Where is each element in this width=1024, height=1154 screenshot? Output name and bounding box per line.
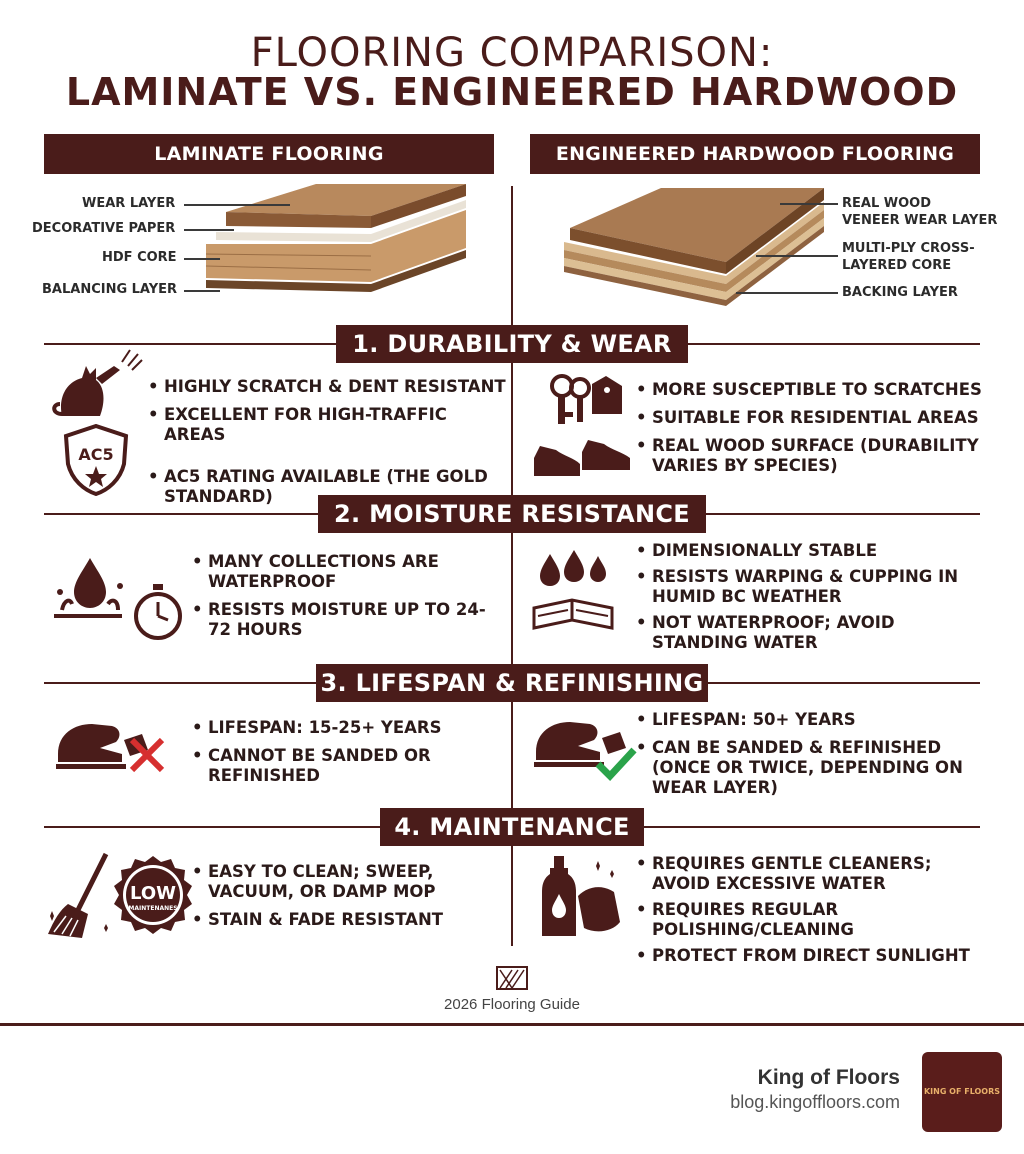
svg-text:LOW: LOW — [130, 883, 176, 904]
list-item: • REQUIRES REGULAR POLISHING/CLEANING — [636, 900, 986, 940]
list-item: • STAIN & FADE RESISTANT — [192, 910, 492, 930]
stopwatch-icon — [128, 580, 188, 642]
leader-line — [184, 258, 220, 260]
layer-label-backing: BACKING LAYER — [842, 285, 958, 300]
leader-line — [756, 255, 838, 257]
svg-text:AC5: AC5 — [78, 445, 114, 464]
layer-label-balancing: BALANCING LAYER — [42, 282, 178, 297]
column-header-hardwood: ENGINEERED HARDWOOD FLOORING — [530, 134, 980, 174]
list-item: • EXCELLENT FOR HIGH-TRAFFIC AREAS — [148, 405, 508, 445]
list-item: • LIFESPAN: 15-25+ YEARS — [192, 718, 492, 738]
leader-line — [736, 292, 838, 294]
leader-line — [184, 204, 290, 206]
cat-icon — [52, 348, 144, 420]
column-header-laminate: LAMINATE FLOORING — [44, 134, 494, 174]
water-drops-icon — [530, 548, 616, 636]
list-item: • REAL WOOD SURFACE (DURABILITY VARIES BY SPECIES) — [636, 436, 986, 476]
broom-icon — [44, 850, 116, 944]
ac5-shield-icon — [62, 424, 130, 496]
shoes-icon — [530, 438, 634, 482]
list-item: • EASY TO CLEAN; SWEEP, VACUUM, OR DAMP MOP — [192, 862, 492, 902]
section-header-durability: 1. DURABILITY & WEAR — [336, 325, 688, 363]
maintenance-hardwood-list — [636, 854, 986, 974]
layer-label-hdf: HDF CORE — [102, 250, 177, 265]
cross-icon — [128, 736, 166, 774]
svg-text:MAINTENANES: MAINTENANES — [128, 905, 178, 912]
layer-label-veneer-2: VENEER WEAR LAYER — [842, 213, 998, 228]
moisture-hardwood-list — [636, 541, 986, 661]
leader-line — [780, 203, 838, 205]
list-item: • RESISTS WARPING & CUPPING IN HUMID BC WEATHER — [636, 567, 986, 607]
list-item: • DIMENSIONALLY STABLE — [636, 541, 986, 561]
layer-label-core-1: MULTI-PLY CROSS- — [842, 241, 975, 256]
list-item: • HIGHLY SCRATCH & DENT RESISTANT — [148, 377, 508, 397]
footer-divider — [0, 1023, 1024, 1026]
guide-label: 2026 Flooring Guide — [444, 996, 580, 1013]
keys-icon — [540, 372, 632, 434]
section-header-moisture: 2. MOISTURE RESISTANCE — [318, 495, 706, 533]
list-item: • AC5 RATING AVAILABLE (THE GOLD STANDARD) — [148, 467, 508, 507]
list-item: • REQUIRES GENTLE CLEANERS; AVOID EXCESSIVE WATER — [636, 854, 986, 894]
page-title-line1: FLOORING COMPARISON: — [250, 30, 774, 76]
list-item: • CANNOT BE SANDED OR REFINISHED — [192, 746, 492, 786]
list-item: • SUITABLE FOR RESIDENTIAL AREAS — [636, 408, 986, 428]
layer-label-decorative: DECORATIVE PAPER — [32, 221, 176, 236]
section-header-lifespan: 3. LIFESPAN & REFINISHING — [316, 664, 708, 702]
lifespan-hardwood-list — [636, 710, 986, 806]
section-header-maintenance: 4. MAINTENANCE — [380, 808, 644, 846]
check-icon — [594, 744, 638, 784]
brand-block — [730, 1066, 900, 1113]
list-item: • MANY COLLECTIONS ARE WATERPROOF — [192, 552, 492, 592]
list-item: • NOT WATERPROOF; AVOID STANDING WATER — [636, 613, 986, 653]
parquet-icon — [496, 966, 528, 990]
layer-label-core-2: LAYERED CORE — [842, 258, 952, 273]
list-item: • LIFESPAN: 50+ YEARS — [636, 710, 986, 730]
brand-logo: KING OF FLOORS — [922, 1052, 1002, 1132]
brand-url[interactable]: blog.kingoffloors.com — [730, 1092, 900, 1112]
leader-line — [184, 229, 234, 231]
cleaner-bottle-icon — [536, 852, 626, 942]
maintenance-laminate-list — [192, 862, 492, 938]
page-title-line2: LAMINATE VS. ENGINEERED HARDWOOD — [65, 70, 959, 114]
list-item: • PROTECT FROM DIRECT SUNLIGHT — [636, 946, 986, 966]
list-item: • RESISTS MOISTURE UP TO 24-72 HOURS — [192, 600, 492, 640]
layer-label-veneer-1: REAL WOOD — [842, 196, 931, 211]
brand-name: King of Floors — [757, 1066, 900, 1089]
durability-hardwood-list — [636, 380, 986, 484]
list-item: • MORE SUSCEPTIBLE TO SCRATCHES — [636, 380, 986, 400]
list-item: • CAN BE SANDED & REFINISHED (ONCE OR TWICE, DEPENDING ON WEAR LAYER) — [636, 738, 986, 798]
layer-label-wear: WEAR LAYER — [82, 196, 176, 211]
lifespan-laminate-list — [192, 718, 492, 794]
low-maintenance-seal-icon — [112, 854, 194, 936]
moisture-laminate-list — [192, 552, 492, 648]
laminate-plank-icon — [196, 182, 476, 312]
leader-line — [184, 290, 220, 292]
